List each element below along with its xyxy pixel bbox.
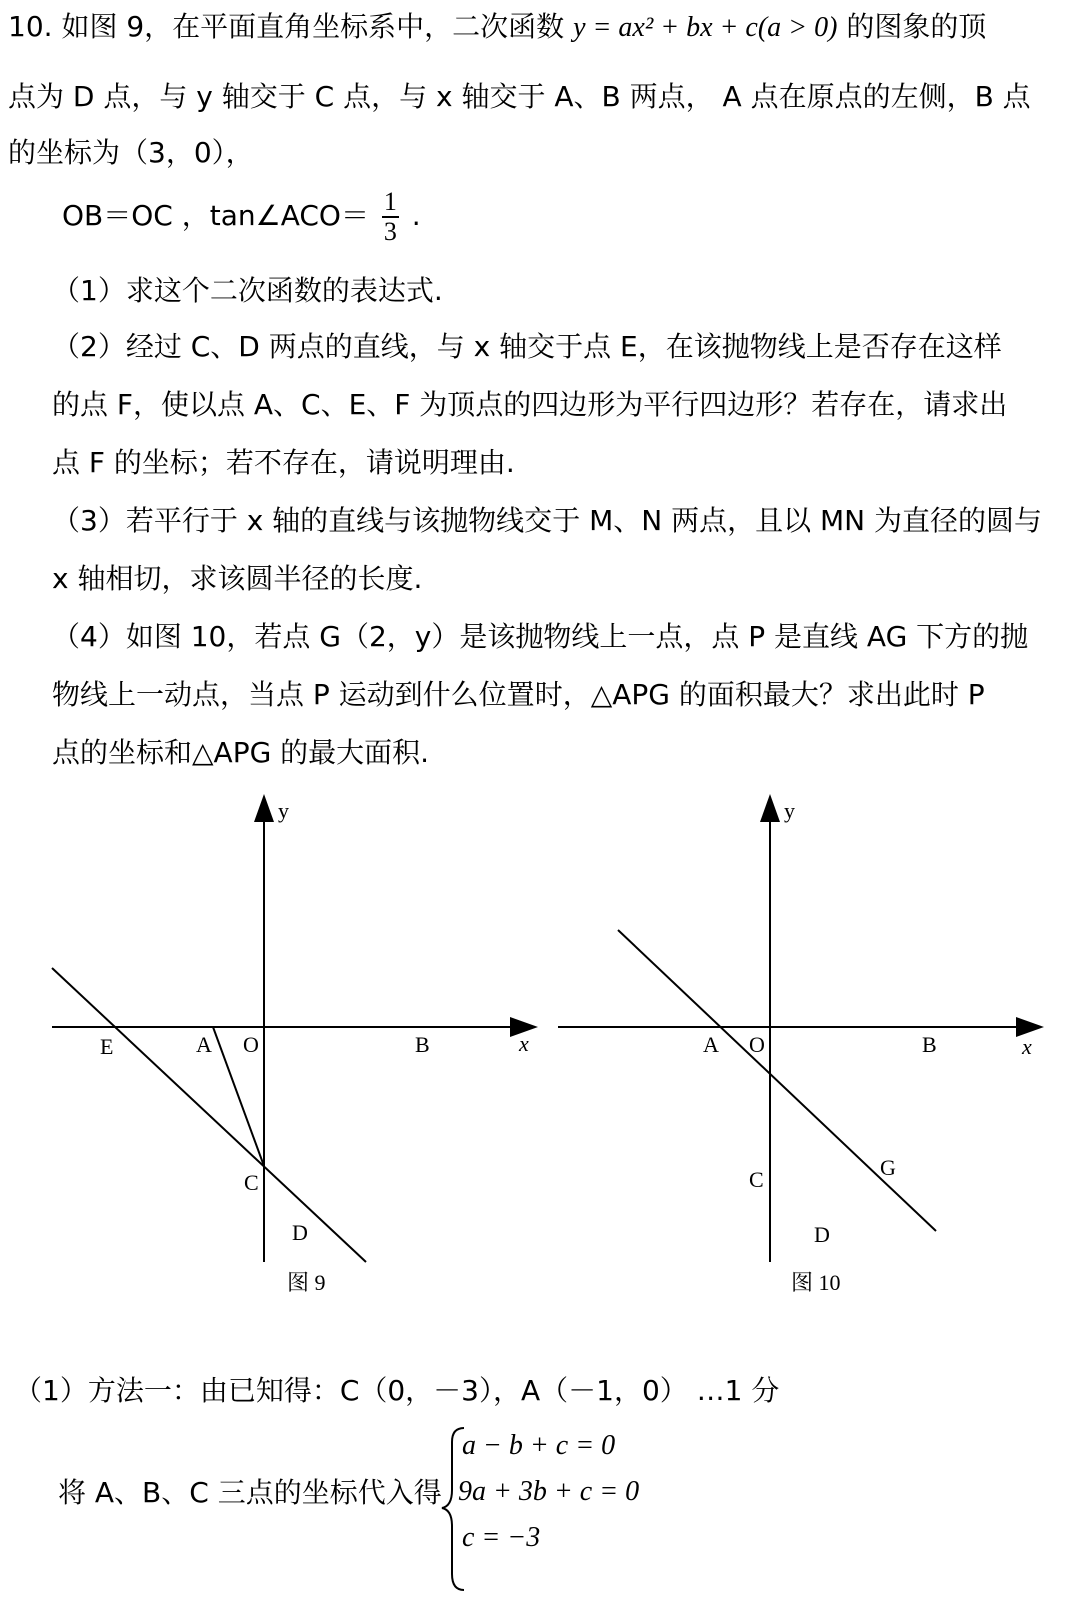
given-condition: OB＝OC ，tan∠ACO＝ <box>62 199 369 232</box>
problem-number: 10. <box>8 10 53 43</box>
question-2-line-2: 的点 F，使以点 A、C、E、F 为顶点的四边形为平行四边形？若存在，请求出 <box>52 388 1008 421</box>
fig10-label-D: D <box>814 1222 830 1247</box>
equation-2: 9a + 3b + c = 0 <box>458 1476 640 1507</box>
fig9-caption: 图 9 <box>287 1270 326 1295</box>
question-3-line-1: （3）若平行于 x 轴的直线与该抛物线交于 M、N 两点，且以 MN 为直径的圆与 <box>52 504 1042 537</box>
fig10-caption: 图 10 <box>791 1270 841 1295</box>
given-end: . <box>411 199 421 232</box>
fig10-label-C: C <box>749 1167 764 1192</box>
question-4-line-3: 点的坐标和△APG 的最大面积. <box>52 736 430 769</box>
question-4-line-1: （4）如图 10，若点 G（2，y）是该抛物线上一点，点 P 是直线 AG 下方的抛 <box>52 620 1029 653</box>
fig10-line-AG <box>618 930 936 1231</box>
fig10-label-A: A <box>703 1032 719 1057</box>
fig9-label-B: B <box>415 1032 430 1057</box>
fig10-label-x: x <box>1022 1034 1032 1059</box>
equation-1: a − b + c = 0 <box>462 1430 616 1461</box>
fig9-label-y: y <box>278 798 289 823</box>
fig10-label-B: B <box>922 1032 937 1057</box>
fraction-numerator: 1 <box>383 187 397 216</box>
function-formula: y = ax² + bx + c(a > 0) <box>573 12 838 43</box>
problem-line-2: 点为 D 点，与 y 轴交于 C 点，与 x 轴交于 A、B 两点， A 点在原点的左侧，B 点 <box>8 80 1031 113</box>
problem-line-3: 的坐标为（3，0）， <box>8 136 254 169</box>
problem-intro: 如图 9，在平面直角坐标系中，二次函数 <box>61 10 565 43</box>
solution-line-2: 将 A、B、C 三点的坐标代入得 <box>58 1476 442 1509</box>
fig10-label-O: O <box>749 1032 765 1057</box>
fig9-label-C: C <box>244 1170 259 1195</box>
fig9-label-x: x <box>519 1031 529 1056</box>
fraction-denominator: 3 <box>383 217 397 246</box>
question-3-line-2: x 轴相切，求该圆半径的长度. <box>52 562 423 595</box>
fig10-label-y: y <box>784 798 795 823</box>
question-2-line-1: （2）经过 C、D 两点的直线，与 x 轴交于点 E，在该抛物线上是否存在这样 <box>52 330 1002 363</box>
problem-intro-end: 的图象的顶 <box>846 10 987 43</box>
figure-9 <box>52 798 534 1295</box>
question-4-line-2: 物线上一动点，当点 P 运动到什么位置时，△APG 的面积最大？求出此时 P <box>52 678 985 711</box>
figure-10 <box>558 798 1040 1295</box>
fig9-label-E: E <box>100 1034 114 1059</box>
fig10-label-G: G <box>880 1155 896 1180</box>
fig9-label-D: D <box>292 1220 308 1245</box>
equation-3: c = −3 <box>462 1522 541 1553</box>
fig9-line-CD <box>52 968 366 1262</box>
fig9-label-O: O <box>243 1032 259 1057</box>
equation-system <box>440 1424 700 1594</box>
solution-line-1: （1）方法一：由已知得：C（0，－3），A（－1，0） …1 分 <box>14 1374 780 1407</box>
question-2-line-3: 点 F 的坐标；若不存在，请说明理由. <box>52 446 515 479</box>
fig9-label-A: A <box>196 1032 212 1057</box>
question-1: （1）求这个二次函数的表达式. <box>52 274 443 307</box>
